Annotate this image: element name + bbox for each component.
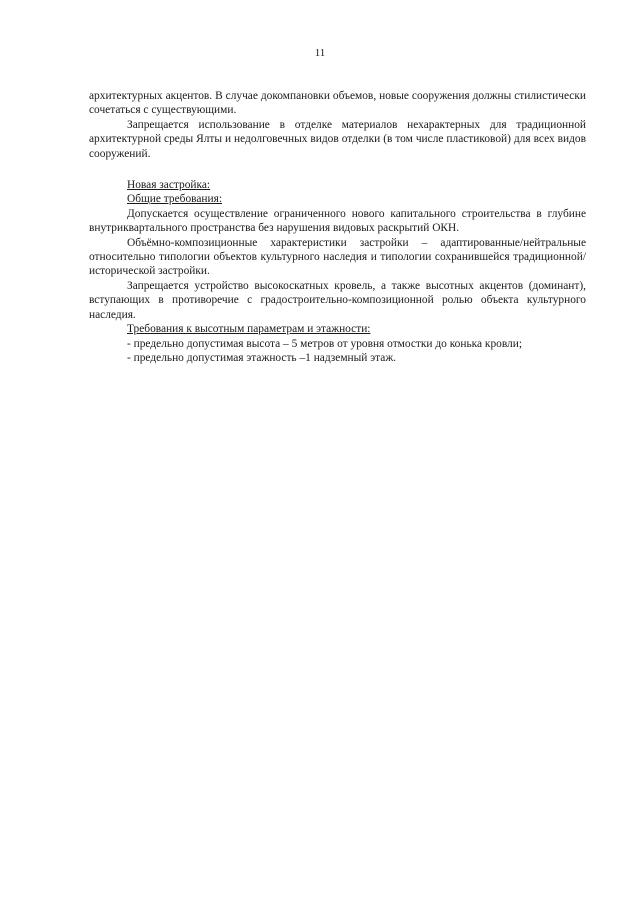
document-body	[89, 89, 586, 365]
section-gap	[89, 161, 586, 178]
list-item-max-height: - предельно допустимая высота – 5 метров от уровня отмостки до конька кровли;	[127, 337, 523, 350]
page-number: 11	[314, 47, 326, 59]
list-item-max-floors: - предельно допустимая этажность –1 надземный этаж.	[127, 351, 397, 364]
heading-new-construction: Новая застройка:	[127, 179, 211, 192]
paragraph-capital-construction: Допускается осуществление ограниченного нового капитального строительства в глубине внутриквартального пространства без нарушения видовых раскрытий ОКН.	[89, 207, 586, 235]
paragraph-finishing-materials: Запрещается использование в отделке материалов нехарактерных для традиционной архитектурной среды Ялты и недолговечных видов отделки (в том числе пластиковой) для всех видов сооружений.	[89, 118, 586, 160]
paragraph-accents: архитектурных акцентов. В случае докомпановки объемов, новые сооружения должны стилистически сочетаться с существующими.	[89, 90, 586, 117]
paragraph-volume-composition: Объёмно-композиционные характеристики застройки – адаптированные/нейтральные относительно типологии объектов культурного наследия и типологии сохранившейся традиционной/исторической застройки.	[89, 236, 586, 278]
heading-height-requirements: Требования к высотным параметрам и этажности:	[127, 323, 371, 336]
paragraph-roof-restrictions: Запрещается устройство высокоскатных кровель, а также высотных акцентов (доминант), вступающих в противоречие с градостроительно-композиционной ролью объекта культурного наследия.	[89, 279, 586, 321]
heading-general-requirements: Общие требования:	[127, 193, 223, 206]
